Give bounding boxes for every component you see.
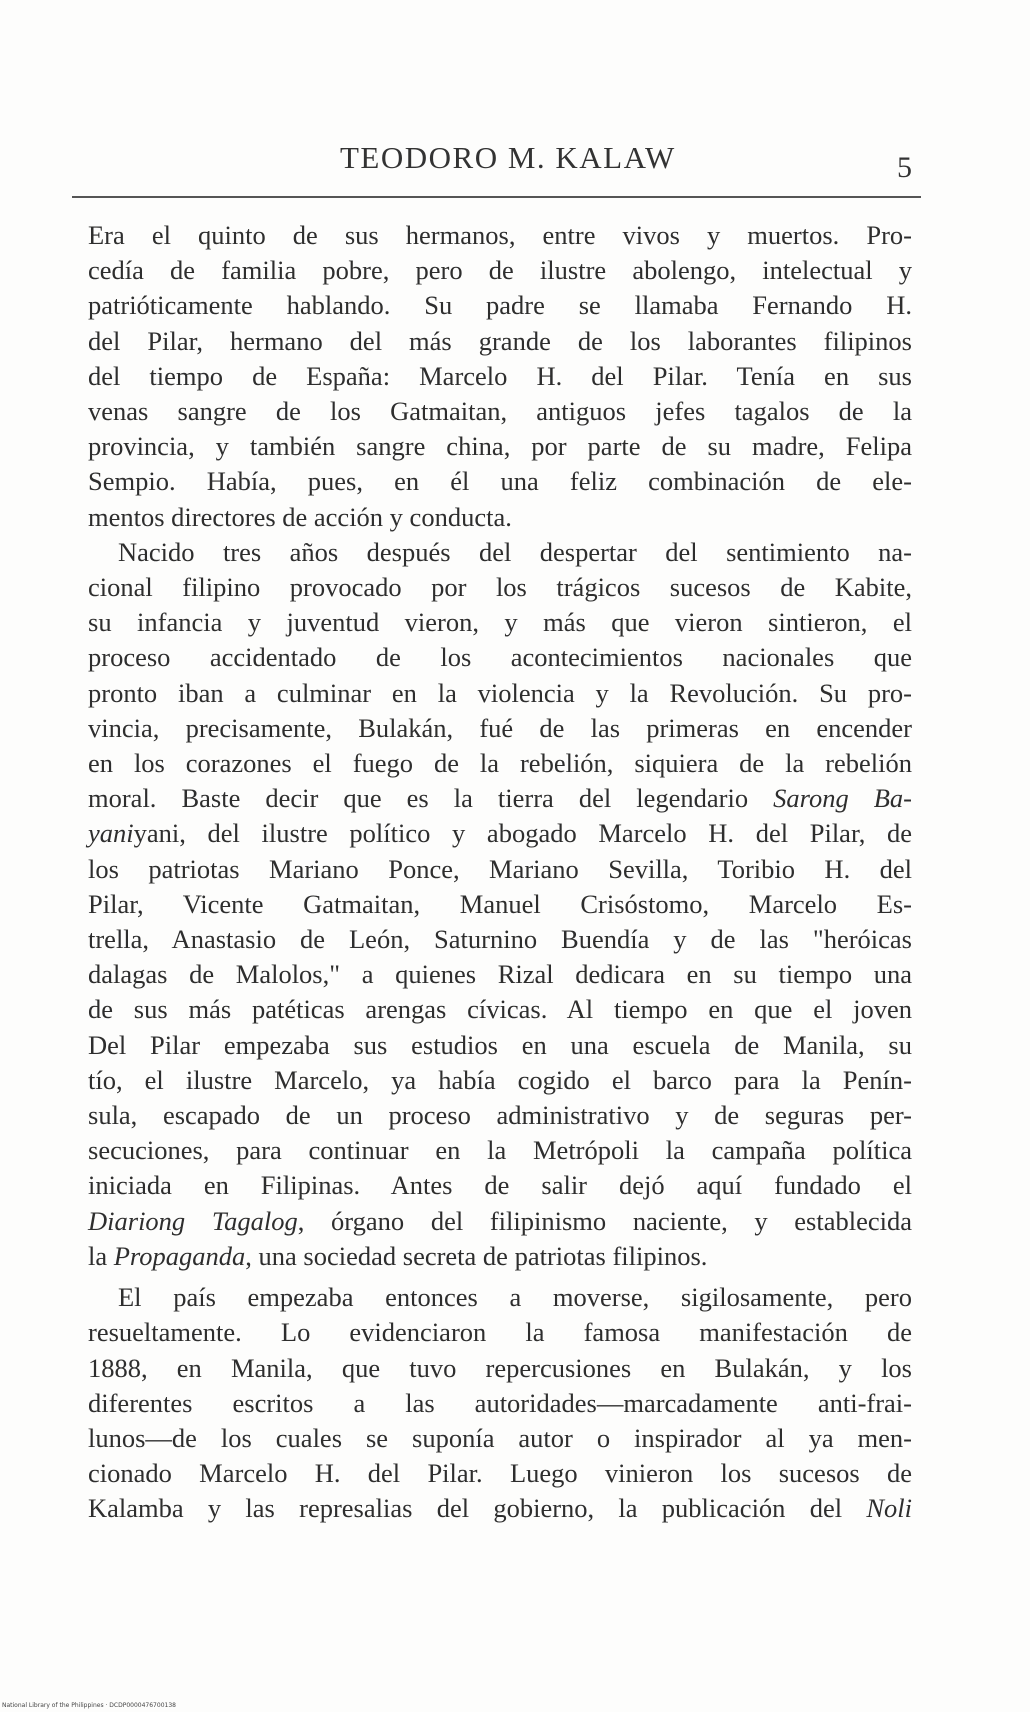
text-line: tío, el ilustre Marcelo, ya había cogido el barco para la Penín- [88,1064,912,1095]
text-line: El país empezaba entonces a moverse, sigilosamente, pero [118,1282,912,1313]
italic-title: Diariong Tagalog [88,1205,298,1236]
text-line: secuciones, para continuar en la Metrópoli la campaña política [88,1135,912,1166]
text-line: diferentes escritos a las autoridades—marcadamente anti-frai- [88,1387,912,1418]
text-segment: yani, del ilustre político y abogado Marcelo H. del Pilar, de [133,818,912,849]
text-line: Del Pilar empezaba sus estudios en una escuela de Manila, su [88,1029,912,1060]
italic-title: Sarong Ba- [773,783,912,814]
text-line: en los corazones el fuego de la rebelión, siquiera de la rebelión [88,748,912,779]
page-number: 5 [897,151,912,184]
text-line: sula, escapado de un proceso administrativo y de seguras per- [88,1100,912,1131]
text-segment: , una sociedad secreta de patriotas filipinos. [245,1240,708,1271]
text-line: cional filipino provocado por los trágicos sucesos de Kabite, [88,572,912,603]
body-text [88,218,912,1527]
text-line: lunos—de los cuales se suponía autor o inspirador al ya men- [88,1422,912,1453]
italic-title: yani [88,818,134,849]
text-segment: Kalamba y las represalias del gobierno, la publicación del [88,1493,867,1524]
text-line: cedía de familia pobre, pero de ilustre abolengo, intelectual y [88,255,912,286]
italic-title: Noli [866,1493,912,1524]
text-line [88,1204,912,1239]
text-line: vincia, precisamente, Bulakán, fué de las primeras en encender [88,712,912,743]
running-head [0,140,1030,184]
text-segment: , órgano del filipinismo naciente, y establecida [297,1205,913,1236]
text-line: proceso accidentado de los acontecimientos nacionales que [88,642,912,673]
text-line: Pilar, Vicente Gatmaitan, Manuel Crisóstomo, Marcelo Es- [88,888,912,919]
text-segment: la [88,1240,114,1271]
text-line: provincia, y también sangre china, por parte de su madre, Felipa [88,431,912,462]
text-line: del tiempo de España: Marcelo H. del Pilar. Tenía en sus [88,360,912,391]
text-line: Era el quinto de sus hermanos, entre vivos y muertos. Pro- [88,220,912,250]
text-line: del Pilar, hermano del más grande de los laborantes filipinos [88,325,912,356]
text-line: iniciada en Filipinas. Antes de salir dejó aquí fundado el [88,1170,912,1201]
text-line: trella, Anastasio de León, Saturnino Buendía y de las "heróicas [88,924,912,955]
text-line: dalagas de Malolos," a quienes Rizal dedicara en su tiempo una [88,959,912,990]
text-line [88,816,912,851]
paragraph-2 [88,535,912,1274]
text-line [88,1239,912,1274]
paragraph-1 [88,218,912,535]
footer-credit: National Library of the Philippines · DCDP0000476700138 [2,1702,176,1709]
header-rule [72,196,921,198]
text-line: venas sangre de los Gatmaitan, antiguos jefes tagalos de la [88,396,912,427]
paragraph-3 [88,1280,912,1526]
running-title: TEODORO M. KALAW [340,140,676,175]
text-line: los patriotas Mariano Ponce, Mariano Sevilla, Toribio H. del [88,853,912,884]
text-line: patrióticamente hablando. Su padre se llamaba Fernando H. [88,290,912,321]
text-line: resueltamente. Lo evidenciaron la famosa manifestación de [88,1317,912,1348]
text-line: Nacido tres años después del despertar del sentimiento na- [118,536,912,567]
text-line [88,1491,912,1526]
text-line: pronto iban a culminar en la violencia y la Revolución. Su pro- [88,677,912,708]
text-line: 1888, en Manila, que tuvo repercusiones en Bulakán, y los [88,1352,912,1383]
text-line: Sempio. Había, pues, en él una feliz combinación de ele- [88,466,912,497]
text-line: de sus más patéticas arengas cívicas. Al tiempo en que el joven [88,994,912,1025]
text-line: mentos directores de acción y conducta. [88,501,512,532]
text-line [88,781,912,816]
italic-title: Propaganda [113,1240,246,1271]
text-line: cionado Marcelo H. del Pilar. Luego vinieron los sucesos de [88,1458,912,1489]
text-line: su infancia y juventud vieron, y más que vieron sintieron, el [88,607,912,638]
text-segment: moral. Baste decir que es la tierra del legendario [88,783,774,814]
